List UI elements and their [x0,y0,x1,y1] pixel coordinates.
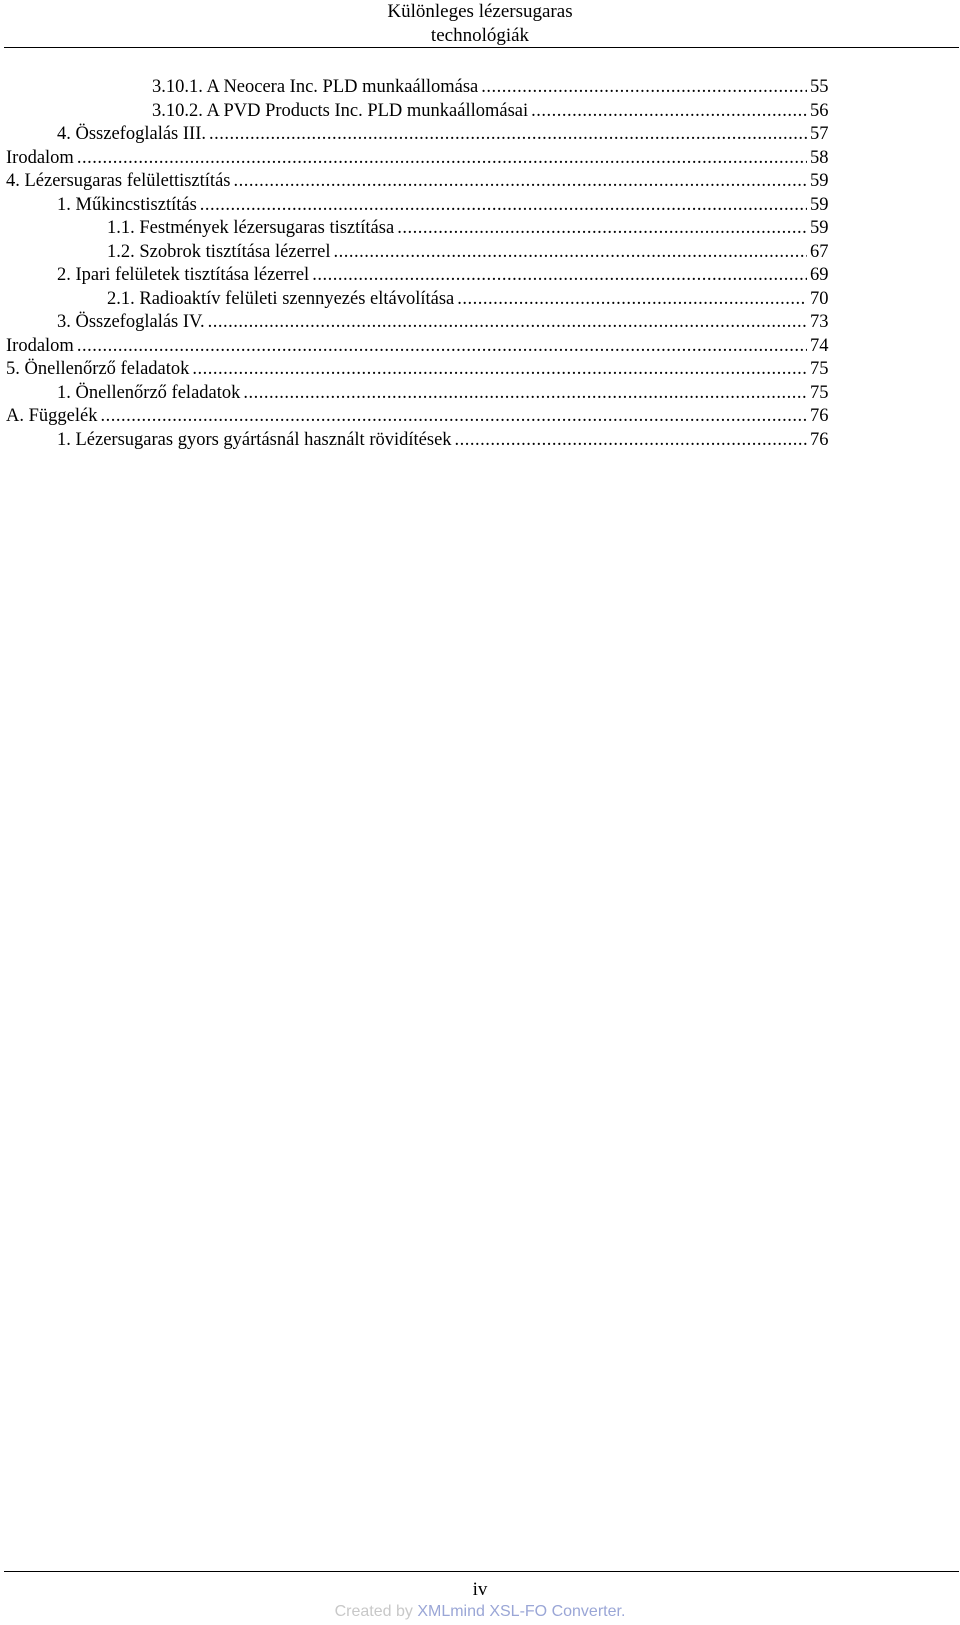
toc-dot-leader [481,75,807,99]
toc-entry[interactable] [152,99,840,123]
toc-entry-page: 70 [810,288,829,309]
header-divider [4,47,959,48]
toc-entry-page: 55 [810,77,829,97]
toc-entry[interactable] [57,193,840,217]
toc-entry[interactable] [57,122,840,146]
toc-entry-title: 3. Összefoglalás IV. [57,312,205,332]
toc-entry[interactable] [6,357,840,381]
toc-entry-title: 1. Önellenőrző feladatok [57,382,241,403]
toc-dot-leader [200,193,807,217]
toc-entry-page: 75 [810,359,829,379]
running-header [0,0,960,48]
toc-entry-page: 69 [810,265,829,285]
toc-entry-title: 1.1. Festmények lézersugaras tisztítása [107,218,395,238]
toc-entry-page: 76 [810,429,829,450]
toc-entry[interactable] [6,146,840,170]
toc-entry-page: 58 [810,147,829,168]
toc-entry-title: A. Függelék [6,406,98,426]
toc-entry-page: 76 [810,406,829,426]
toc-entry-title: 4. Lézersugaras felülettisztítás [6,171,231,191]
toc-entry[interactable] [107,240,840,264]
toc-entry-title: 2.1. Radioaktív felületi szennyezés eltávolítása [107,288,455,309]
toc-entry[interactable] [107,287,840,311]
toc-entry[interactable] [6,404,840,428]
toc-entry[interactable] [6,334,840,358]
converter-credit [0,1601,960,1623]
toc-dot-leader [333,240,807,264]
toc-entry-title: 4. Összefoglalás III. [57,124,206,144]
toc-entry-page: 59 [810,194,829,215]
toc-dot-leader [208,310,807,334]
toc-entry-page: 74 [810,335,829,356]
toc-entry-title: Irodalom [6,335,74,356]
toc-entry-page: 57 [810,124,829,144]
toc-entry[interactable] [57,381,840,405]
toc-entry[interactable] [107,216,840,240]
toc-entry-page: 73 [810,312,829,332]
toc-entry-title: 1. Műkincstisztítás [57,194,197,215]
toc-entry-title: 3.10.2. A PVD Products Inc. PLD munkaállomásai [152,100,529,121]
toc-dot-leader [192,357,807,381]
footer-divider [4,1571,959,1572]
page-number: iv [472,1579,488,1600]
toc-entry[interactable] [152,75,840,99]
toc-entry-page: 59 [810,171,829,191]
toc-dot-leader [243,381,807,405]
toc-dot-leader [397,216,807,240]
toc-entry-title: 1.2. Szobrok tisztítása lézerrel [107,241,331,262]
credit-brand-link[interactable]: XMLmind XSL-FO Converter. [417,1603,626,1620]
toc-entry-page: 75 [810,382,829,403]
toc-dot-leader [77,146,807,170]
toc-dot-leader [531,99,807,123]
toc-entry-page: 59 [810,218,829,238]
toc-entry[interactable] [57,428,840,452]
toc-entry-title: 2. Ipari felületek tisztítása lézerrel [57,265,310,285]
toc-entry[interactable] [57,310,840,334]
header-title-line2: technológiák [430,25,530,46]
credit-prefix: Created by [334,1603,418,1620]
toc-dot-leader [77,334,807,358]
toc-entry-page: 67 [810,241,829,262]
toc-entry-page: 56 [810,100,829,121]
toc-entry[interactable] [57,263,840,287]
toc-dot-leader [100,404,807,428]
toc-dot-leader [455,428,807,452]
toc-entry-title: 1. Lézersugaras gyors gyártásnál használt rövidítések [57,429,452,450]
header-title-line1: Különleges lézersugaras [387,1,573,22]
toc-entry[interactable] [6,169,840,193]
toc-dot-leader [312,263,807,287]
toc-entry-title: 3.10.1. A Neocera Inc. PLD munkaállomása [152,77,479,97]
toc-dot-leader [457,287,807,311]
toc-entry-title: 5. Önellenőrző feladatok [6,359,190,379]
toc-dot-leader [233,169,807,193]
toc-entry-title: Irodalom [6,147,74,168]
toc-dot-leader [209,122,807,146]
